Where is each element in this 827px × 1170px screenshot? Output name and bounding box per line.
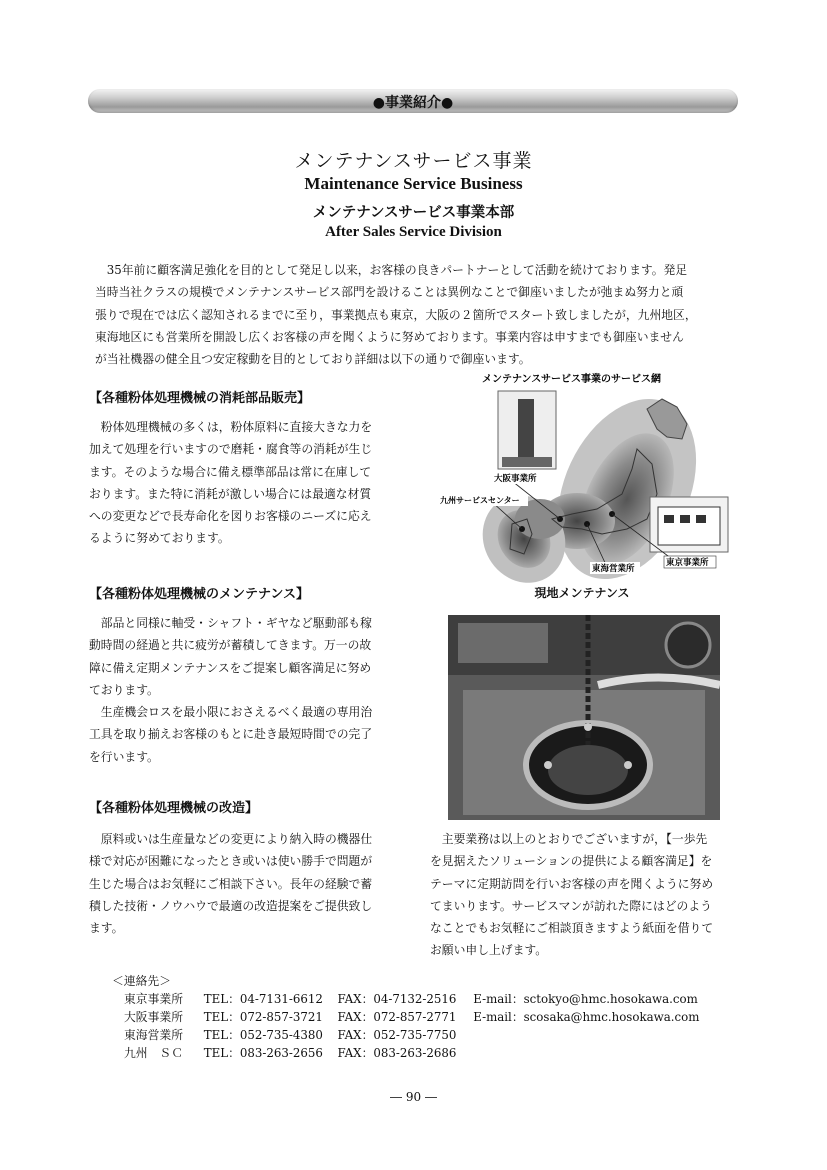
kyushu-label: 九州サービスセンター xyxy=(440,496,520,505)
map-caption: 現地メンテナンス xyxy=(534,586,630,600)
closing-line: 主要業務は以上のとおりでございますが，【一歩先 xyxy=(430,832,708,846)
body-line: るように努めております。 xyxy=(89,531,230,546)
photo-bolt xyxy=(624,761,632,769)
tokyo-window xyxy=(664,515,674,523)
closing-line: テーマに定期訪問を行いお客様の声を聞くように努め xyxy=(430,876,714,891)
body-line: ております。 xyxy=(89,682,159,697)
contact-fax: FAX：083-263-2686 xyxy=(337,1046,457,1060)
body-line: おります。また特に消耗が激しい場合には最適な材質 xyxy=(89,486,372,501)
photo-bolt xyxy=(544,761,552,769)
contact-tel: TEL：04-7131-6612 xyxy=(203,992,323,1006)
body-line: 加えて処理を行いますので磨耗・腐食等の消耗が生じ xyxy=(89,442,373,457)
contact-row xyxy=(112,1008,699,1026)
section-banner xyxy=(88,89,738,113)
contact-office: 九州 ＳＣ xyxy=(124,1046,183,1060)
body-line: ます。 xyxy=(89,921,124,936)
map-title: メンテナンスサービス事業のサービス網 xyxy=(482,374,661,385)
section-body-modification xyxy=(89,828,401,939)
osaka-tower xyxy=(518,399,534,465)
intro-paragraph xyxy=(95,259,738,370)
banner-label: ●事業紹介● xyxy=(372,95,454,111)
body-line: 粉体処理機械の多くは，粉体原料に直接大きな力を xyxy=(89,420,373,434)
contact-email[interactable]: E-mail：scosaka@hmc.hosokawa.com xyxy=(473,1010,700,1024)
intro-line: 東海地区にも営業所を開設し広くお客様の声を聞くように努めております。事業内容は申すまでも御座いません xyxy=(95,329,684,344)
tokai-label: 東海営業所 xyxy=(592,564,635,574)
contact-tel: TEL：052-735-4380 xyxy=(203,1028,323,1042)
maintenance-photo xyxy=(448,615,720,820)
body-line: ます。そのような場合に備え標準部品は常に在庫して xyxy=(89,464,372,479)
contact-fax: FAX：052-735-7750 xyxy=(337,1028,457,1042)
intro-line: 35年前に顧客満足強化を目的として発足し以来，お客様の良きパートナーとして活動を続けております。発足 xyxy=(95,263,688,277)
body-line: への変更などで長寿命化を図りお客様のニーズに応え xyxy=(89,509,372,524)
page-number: ― 90 ― xyxy=(390,1090,437,1104)
body-line: 原料或いは生産量などの変更により納入時の機器仕 xyxy=(89,832,373,846)
tokyo-window xyxy=(696,515,706,523)
section-body-maintenance xyxy=(89,612,401,768)
body-line: 障に備え定期メンテナンスをご提案し顧客満足に努め xyxy=(89,660,372,675)
en-title: Maintenance Service Business xyxy=(304,174,523,193)
contact-row xyxy=(112,1044,699,1062)
contact-fax: FAX：072-857-2771 xyxy=(337,1010,457,1024)
section-heading-modification: 【各種粉体処理機械の改造】 xyxy=(89,801,259,816)
intro-line: 当時当社クラスの規模でメンテナンスサービス部門を設けることは異例なことで御座いましたが弛まぬ努力と頑 xyxy=(95,285,684,300)
contact-fax: FAX：04-7132-2516 xyxy=(337,992,457,1006)
intro-line: が当社機器の健全且つ安定稼動を目的としており詳細は以下の通りで御座います。 xyxy=(95,352,531,367)
osaka-trees xyxy=(502,457,552,467)
jp-division: メンテナンスサービス事業本部 xyxy=(312,204,515,221)
service-network-map xyxy=(432,369,732,584)
body-line: 生じた場合はお気軽にご相談下さい。長年の経験で蓄 xyxy=(89,876,373,891)
contact-office: 東京事業所 xyxy=(124,992,183,1006)
tokyo-window xyxy=(680,515,690,523)
closing-line: なことでもお気軽にご相談頂きますよう紙面を借りて xyxy=(430,921,714,936)
contact-tel: TEL：072-857-3721 xyxy=(203,1010,323,1024)
closing-line: お願い申し上げます。 xyxy=(430,943,548,958)
contact-email[interactable]: E-mail：sctokyo@hmc.hosokawa.com xyxy=(473,992,698,1006)
contact-block xyxy=(112,972,699,1062)
photo-rotor xyxy=(548,745,628,795)
body-line: 工具を取り揃えお客様のもとに赴き最短時間での完了 xyxy=(89,727,373,742)
closing-line: を見据えたソリューションの提供による顧客満足】を xyxy=(430,854,713,869)
osaka-label: 大阪事業所 xyxy=(494,474,537,484)
intro-line: 張りで現在では広く認知されるまでに至り，事業拠点も東京，大阪の２箇所でスタート致しましたが，九州地区， xyxy=(95,307,697,322)
body-line: 生産機会ロスを最小限におさえるべく最適の専用治 xyxy=(89,705,373,720)
photo-bolt xyxy=(584,723,592,731)
contact-office: 東海営業所 xyxy=(124,1028,183,1042)
body-line: 様で対応が困難になったとき或いは使い勝手で問題が xyxy=(89,854,373,869)
body-line: 積した技術・ノウハウで最適の改造提案をご提供致し xyxy=(89,898,373,913)
en-division: After Sales Service Division xyxy=(325,224,502,240)
tokyo-label: 東京事業所 xyxy=(666,558,709,568)
body-line: を行います。 xyxy=(89,749,159,764)
contact-row xyxy=(112,990,699,1008)
tokyo-building xyxy=(658,507,720,545)
section-heading-parts: 【各種粉体処理機械の消耗部品販売】 xyxy=(89,391,311,406)
contact-tel: TEL：083-263-2656 xyxy=(203,1046,323,1060)
contact-row xyxy=(112,1026,699,1044)
photo-motor xyxy=(458,623,548,663)
photo-pulley xyxy=(666,623,710,667)
body-line: 動時間の経過と共に疲労が蓄積してきます。万一の故 xyxy=(89,638,372,653)
contact-office: 大阪事業所 xyxy=(124,1010,183,1024)
contact-header: ＜連絡先＞ xyxy=(112,974,171,988)
closing-line: てまいります。サービスマンが訪れた際にはどのよう xyxy=(430,898,712,913)
section-heading-maintenance: 【各種粉体処理機械のメンテナンス】 xyxy=(89,587,309,602)
section-body-parts xyxy=(89,416,401,550)
jp-title: メンテナンスサービス事業 xyxy=(294,150,533,172)
body-line: 部品と同様に軸受・シャフト・ギヤなど駆動部も稼 xyxy=(89,616,372,630)
closing-paragraph xyxy=(430,828,740,962)
